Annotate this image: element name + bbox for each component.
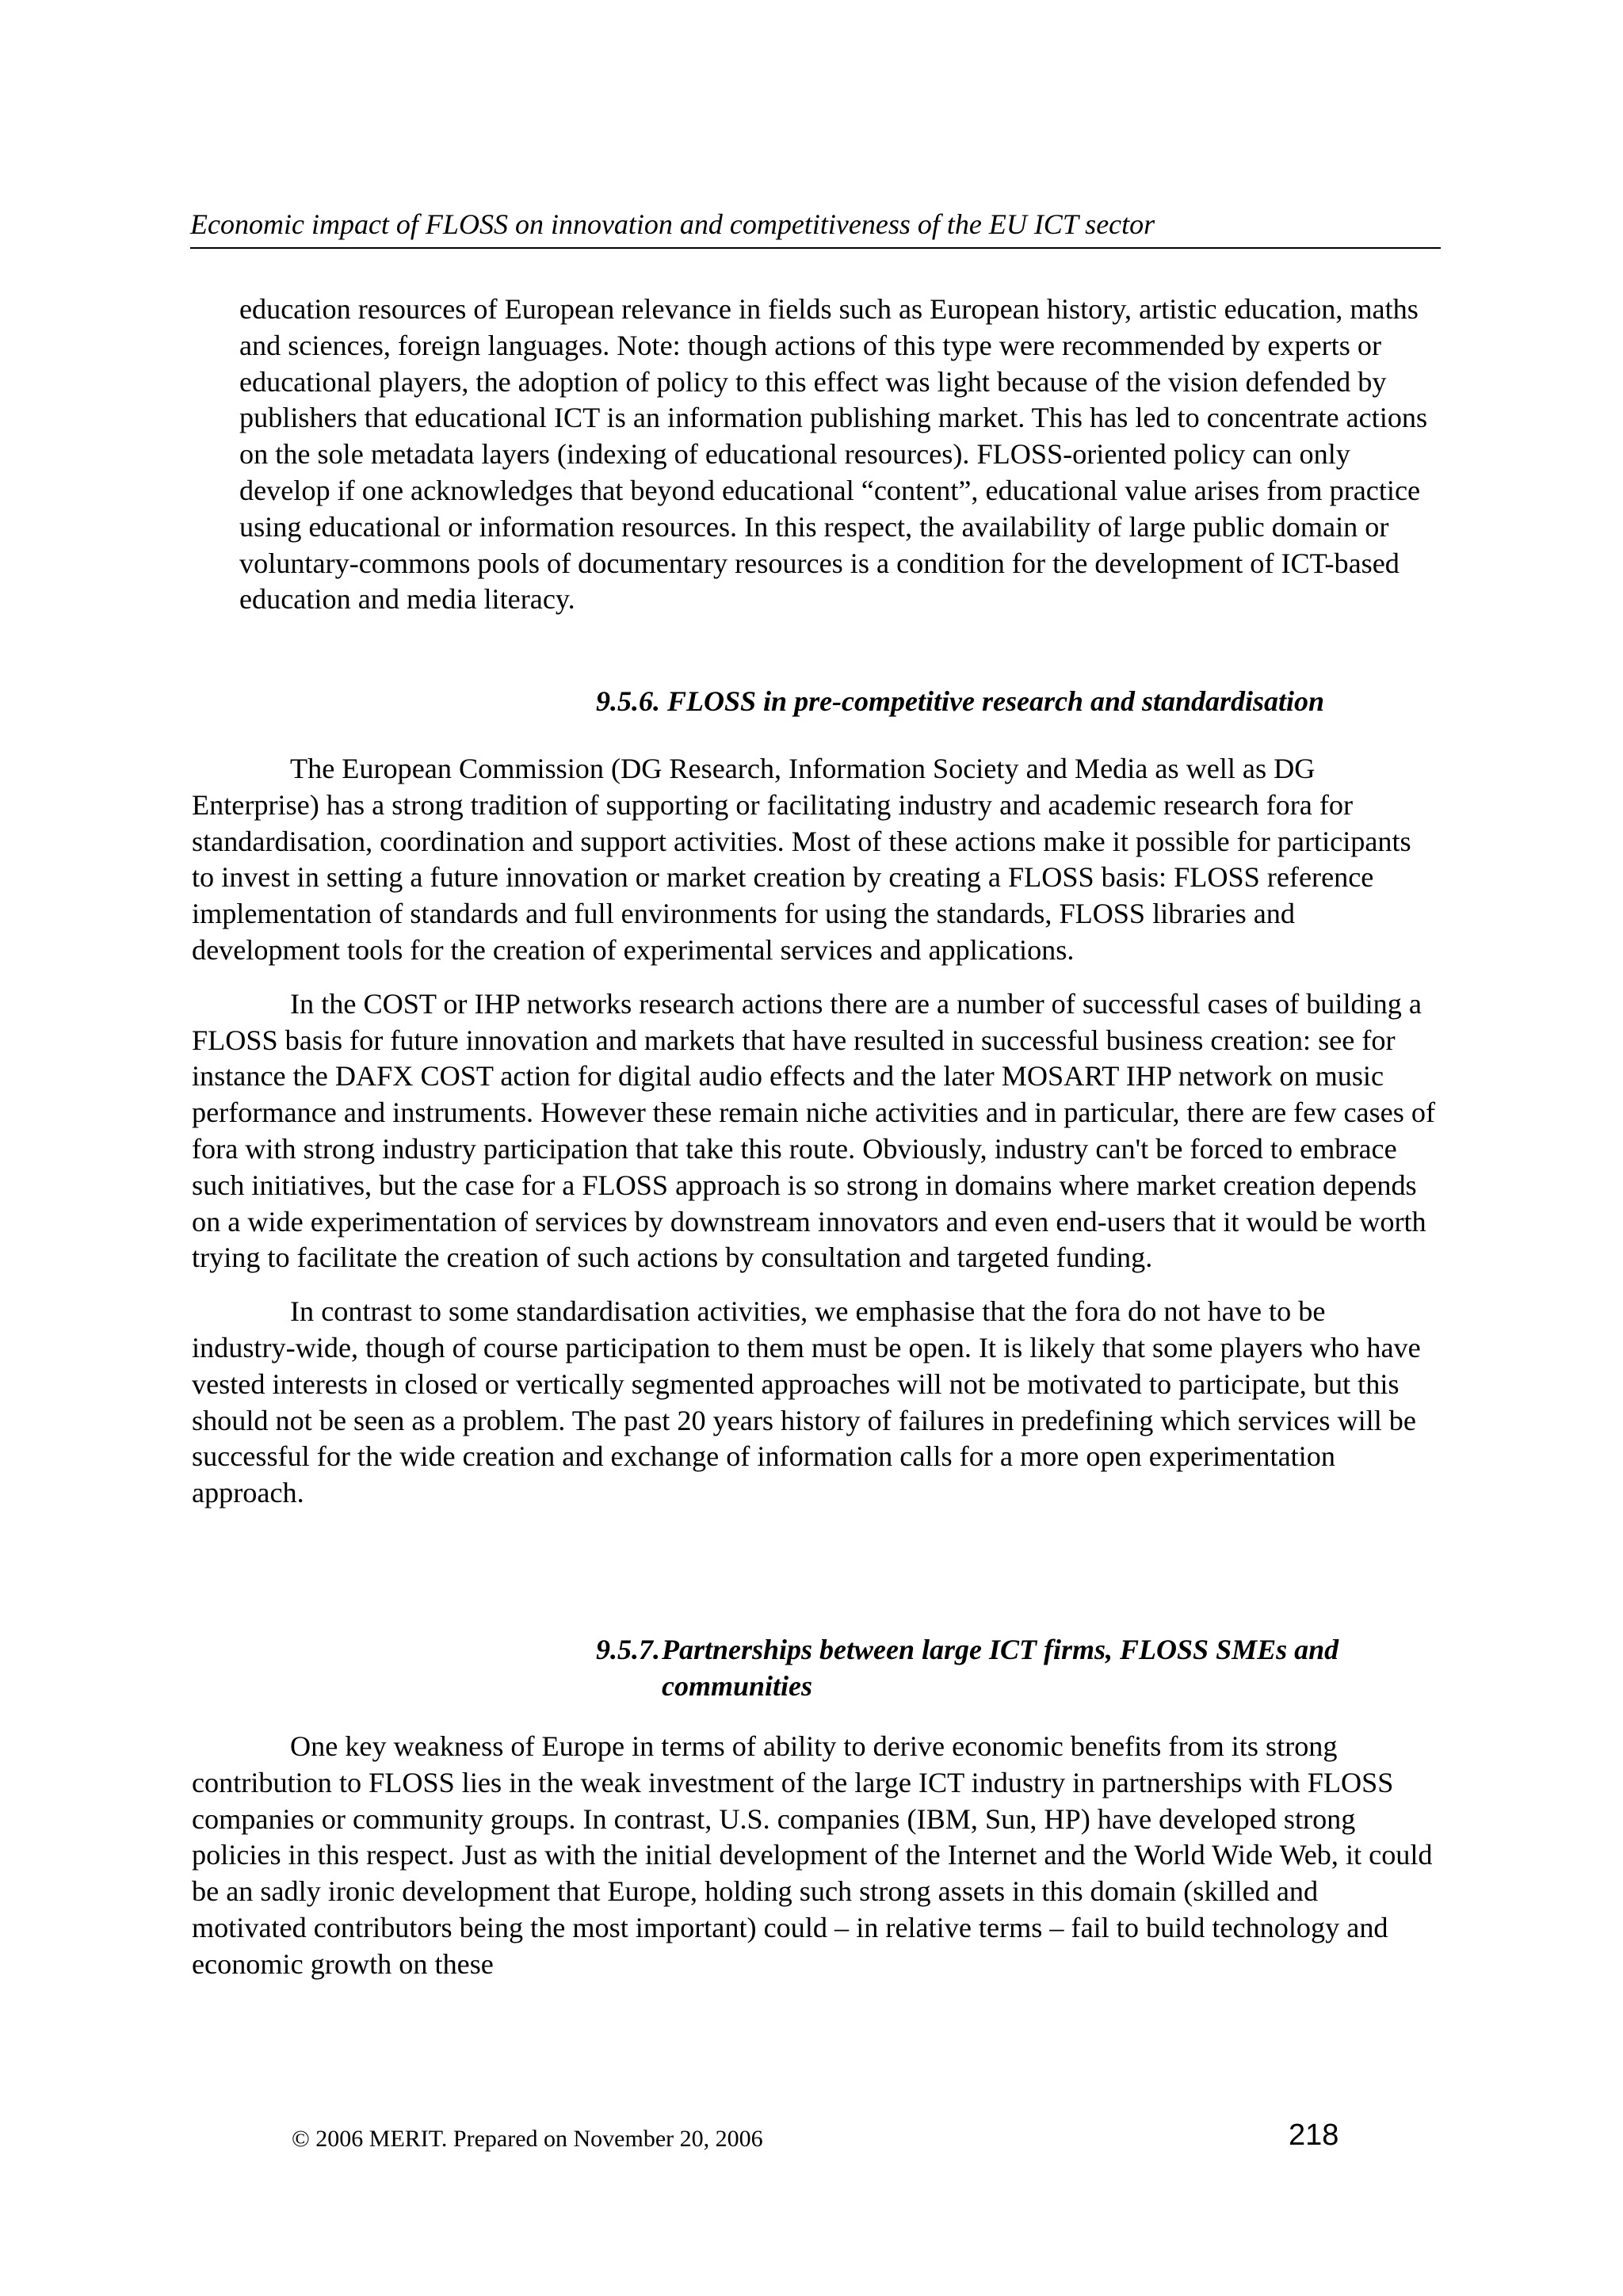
paragraph: In the COST or IHP networks research actions there are a number of successful cases of building a FLOSS basis for future innovation and markets that have resulted in successful business creation: see for instance the DAFX COST action for digital audio effects and the later MOSART IHP network on music performance and instruments. However these remain niche activities and in particular, there are few cases of fora with strong industry participation that take this route. Obviously, industry can't be forced to embrace such initiatives, but the case for a FLOSS approach is so strong in domains where market creation depends on a wide experimentation of services by downstream innovators and even end-users that it would be worth trying to facilitate the creation of such actions by consultation and targeted funding. <box>192 987 1436 1274</box>
section-title-line-1: Partnerships between large ICT firms, FLOSS SMEs and <box>662 1634 1339 1665</box>
section-heading-9-5-6 <box>596 684 1324 720</box>
footer-copyright: © 2006 MERIT. Prepared on November 20, 2006 <box>292 2126 763 2152</box>
paragraph: In contrast to some standardisation activities, we emphasise that the fora do not have to be industry-wide, though of course participation to them must be open. It is likely that some players who have vested interests in closed or vertically segmented approaches will not be motivated to participate, but this should not be seen as a problem. The past 20 years history of failures in predefining which services will be successful for the wide creation and exchange of information calls for a more open experimentation approach. <box>192 1295 1421 1509</box>
running-header: Economic impact of FLOSS on innovation and competitiveness of the EU ICT sector <box>190 204 1441 249</box>
section-heading-9-5-7 <box>596 1632 1444 1705</box>
paragraph: The European Commission (DG Research, Information Society and Media as well as DG Enterprise) has a strong tradition of supporting or facilitating industry and academic research fora for standardisation, coordination and support activities. Most of these actions make it possible for participants to invest in setting a future innovation or market creation by creating a FLOSS basis: FLOSS reference implementation of standards and full environments for using the standards, FLOSS libraries and development tools for the creation of experimental services and applications. <box>192 753 1411 966</box>
section-title: FLOSS in pre-competitive research and standardisation <box>667 685 1325 717</box>
section-number: 9.5.7. <box>596 1634 660 1665</box>
continuation-paragraph: education resources of European relevance in fields such as European history, artistic education, maths and sciences, foreign languages. Note: though actions of this type were recommended by experts or educational players, the adoption of policy to this effect was light because of the vision defended by publishers that educational ICT is an information publishing market. This has led to concentrate actions on the sole metadata layers (indexing of educational resources). FLOSS-oriented policy can only develop if one acknowledges that beyond educational “content”, educational value arises from practice using educational or information resources. In this respect, the availability of large public domain or voluntary-commons pools of documentary resources is a condition for the development of ICT-based education and media literacy. <box>239 293 1428 616</box>
page-number: 218 <box>1289 2119 1339 2152</box>
section-number: 9.5.6. <box>596 685 660 717</box>
section-title-line-2: communities <box>662 1669 813 1702</box>
section-9-5-7-body <box>192 1729 1436 2000</box>
paragraph: One key weakness of Europe in terms of ability to derive economic benefits from its strong contribution to FLOSS lies in the weak investment of the large ICT industry in partnerships with FLOSS companies or community groups. In contrast, U.S. companies (IBM, Sun, HP) have developed strong policies in this respect. Just as with the initial development of the Internet and the World Wide Web, it could be an sadly ironic development that Europe, holding such strong assets in this domain (skilled and motivated contributors being the most important) could – in relative terms – fail to build technology and economic growth on these <box>192 1730 1433 1980</box>
section-9-5-6-body <box>192 751 1436 1529</box>
